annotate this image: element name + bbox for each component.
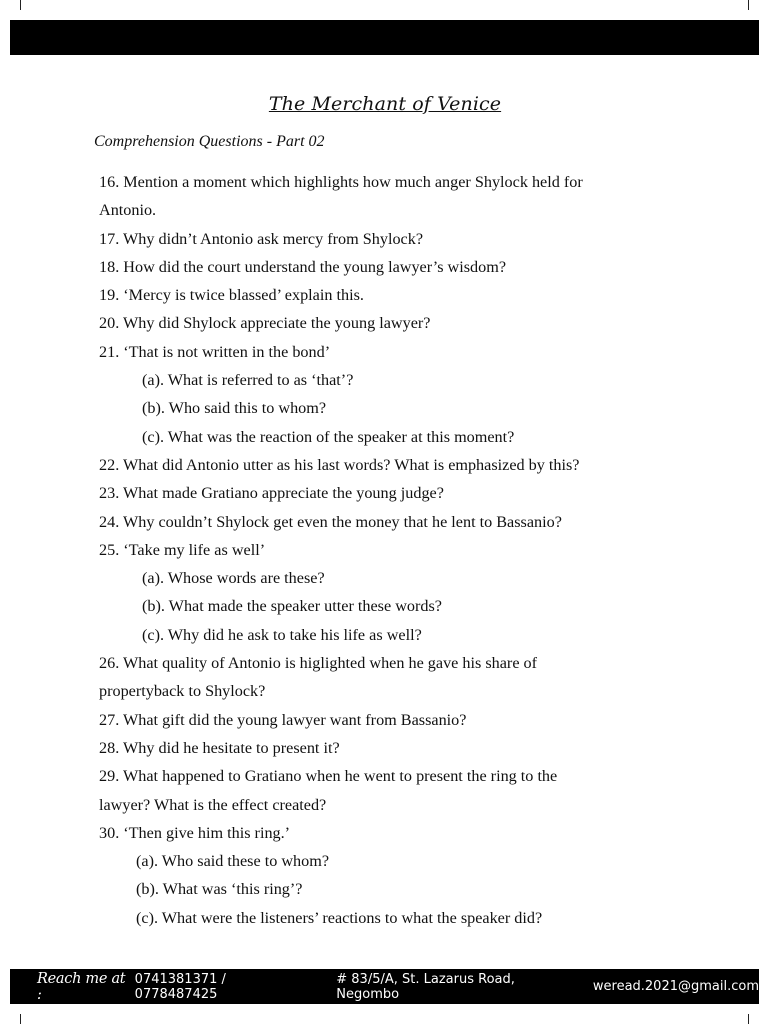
question-line: 21. ‘That is not written in the bond’ [99,342,331,361]
crop-mark-bottom-left [20,1014,21,1024]
question-line: 23. What made Gratiano appreciate the young judge? [99,484,444,503]
question-line: 27. What gift did the young lawyer want from Bassanio? [99,710,467,729]
question-line: 30. ‘Then give him this ring.’ [99,823,291,842]
question-line: Antonio. [99,201,157,220]
sub-question-line: (c). What was the reaction of the speaker at this moment? [142,427,515,446]
sub-question-line: (a). Whose words are these? [142,569,325,588]
sub-question-line: (b). What made the speaker utter these words? [142,597,442,616]
sub-question-line: (a). Who said these to whom? [136,852,330,871]
document-subtitle: Comprehension Questions - Part 02 [94,133,325,150]
question-line: 17. Why didn’t Antonio ask mercy from Shylock? [99,229,424,248]
footer-phone-numbers: 0741381371 / 0778487425 [134,971,226,1002]
sub-question-line: (c). Why did he ask to take his life as well? [142,625,422,644]
document-title: The Merchant of Venice [268,93,502,115]
sub-question-line: (c). What were the listeners’ reactions to what the speaker did? [136,908,543,927]
question-line: 19. ‘Mercy is twice blassed’ explain this. [99,286,364,305]
question-line: 29. What happened to Gratiano when he went to present the ring to the [99,767,558,786]
question-line: 28. Why did he hesitate to present it? [99,738,340,757]
question-line: 25. ‘Take my life as well’ [99,540,266,559]
crop-mark-bottom-right [748,1014,749,1024]
question-line: 24. Why couldn’t Shylock get even the money that he lent to Bassanio? [99,512,562,531]
question-line: propertyback to Shylock? [99,682,266,701]
sub-question-line: (a). What is referred to as ‘that’? [142,371,354,390]
footer-address: # 83/5/A, St. Lazarus Road, Negombo [336,971,515,1002]
question-line: 26. What quality of Antonio is higlighted when he gave his share of [99,654,538,673]
question-list [99,168,699,932]
footer-email: weread.2021@gmail.com [592,979,759,994]
sub-question-line: (b). What was ‘this ring’? [136,880,303,899]
question-line: 22. What did Antonio utter as his last words? What is emphasized by this? [99,455,580,474]
question-line: 16. Mention a moment which highlights how much anger Shylock held for [99,173,583,191]
footer-reach-label: Reach me at : [37,970,126,1003]
sub-question-line: (b). Who said this to whom? [142,399,327,418]
question-line: 18. How did the court understand the young lawyer’s wisdom? [99,257,507,276]
question-line: 20. Why did Shylock appreciate the young lawyer? [99,314,431,333]
question-line: lawyer? What is the effect created? [99,795,327,814]
footer-bar [10,969,759,1004]
crop-mark-top-left [20,0,21,10]
crop-mark-top-right [748,0,749,10]
header-bar [10,20,759,55]
